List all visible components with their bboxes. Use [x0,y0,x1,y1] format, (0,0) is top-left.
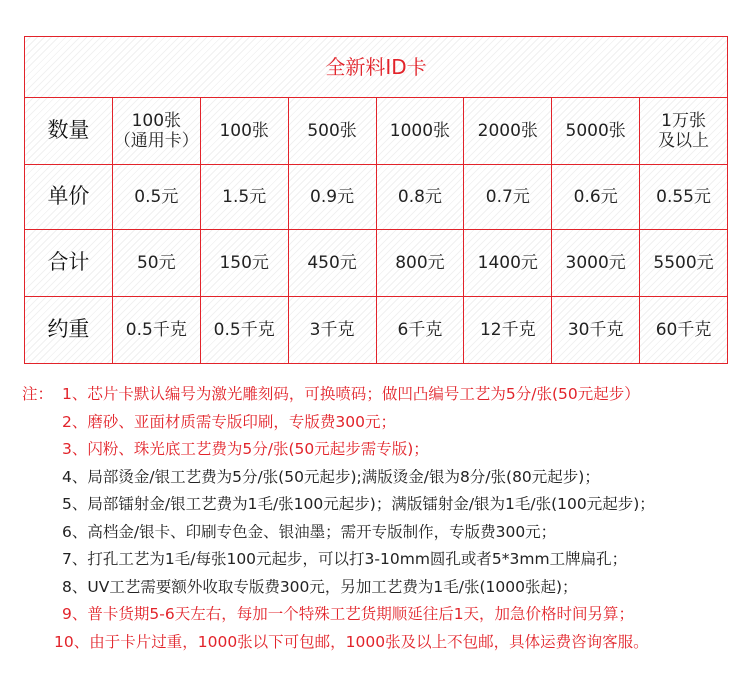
row-label-total: 合计 [25,230,113,297]
note-item: 3、闪粉、珠光底工艺费为5分/张(50元起步需专版)； [62,440,429,458]
table-title: 全新料ID卡 [25,37,728,98]
unit-price-cell: 0.9元 [288,165,376,230]
quantity-cell: 100张 （通用卡） [112,98,200,165]
table-row-quantity [25,98,728,165]
unit-price-cell: 0.5元 [112,165,200,230]
weight-cell: 3千克 [288,297,376,364]
unit-price-cell: 1.5元 [200,165,288,230]
quantity-cell: 1万张 及以上 [640,98,728,165]
weight-cell: 6千克 [376,297,464,364]
note-item: 5、局部镭射金/银工艺费为1毛/张100元起步)；满版镭射金/银为1毛/张(100元起步)； [62,495,655,513]
notes-prefix: 注： [22,385,54,403]
note-item: 8、UV工艺需要额外收取专版费300元，另加工艺费为1毛/张(1000张起)； [62,577,578,596]
unit-price-cell: 0.8元 [376,165,464,230]
row-label-unit-price: 单价 [25,165,113,230]
quantity-cell: 100张 [200,98,288,165]
weight-cell: 30千克 [552,297,640,364]
total-cell: 1400元 [464,230,552,297]
total-cell: 3000元 [552,230,640,297]
notes-list [22,381,742,656]
weight-cell: 12千克 [464,297,552,364]
note-item: 2、磨砂、亚面材质需专版印刷，专版费300元； [62,412,396,431]
price-table [24,36,728,364]
weight-cell: 60千克 [640,297,728,364]
table-row-unit-price [25,165,728,230]
total-cell: 800元 [376,230,464,297]
table-row-total [25,230,728,297]
row-label-weight: 约重 [25,297,113,364]
unit-price-cell: 0.6元 [552,165,640,230]
note-item: 注： 1、芯片卡默认编号为激光雕刻码，可换喷码；做凹凸编号工艺为5分/张(50元起步） [22,381,742,409]
unit-price-cell: 0.55元 [640,165,728,230]
quantity-cell: 500张 [288,98,376,165]
table-row-weight [25,297,728,364]
row-label-quantity: 数量 [25,98,113,165]
note-item: 6、高档金/银卡、印刷专色金、银油墨；需开专版制作，专版费300元； [62,522,557,541]
quantity-cell: 5000张 [552,98,640,165]
total-cell: 50元 [112,230,200,297]
note-item: 4、局部烫金/银工艺费为5分/张(50元起步);满版烫金/银为8分/张(80元起步)； [62,467,600,486]
note-item: 7、打孔工艺为1毛/每张100元起步，可以打3-10mm圆孔或者5*3mm工牌扁孔； [62,550,628,568]
weight-cell: 0.5千克 [200,297,288,364]
total-cell: 5500元 [640,230,728,297]
total-cell: 450元 [288,230,376,297]
unit-price-cell: 0.7元 [464,165,552,230]
note-item: 9、普卡货期5-6天左右，每加一个特殊工艺货期顺延往后1天，加急价格时间另算； [62,605,635,623]
quantity-cell: 1000张 [376,98,464,165]
quantity-cell: 2000张 [464,98,552,165]
weight-cell: 0.5千克 [112,297,200,364]
note-item: 10、由于卡片过重，1000张以下可包邮，1000张及以上不包邮，具体运费咨询客服。 [54,632,649,651]
total-cell: 150元 [200,230,288,297]
